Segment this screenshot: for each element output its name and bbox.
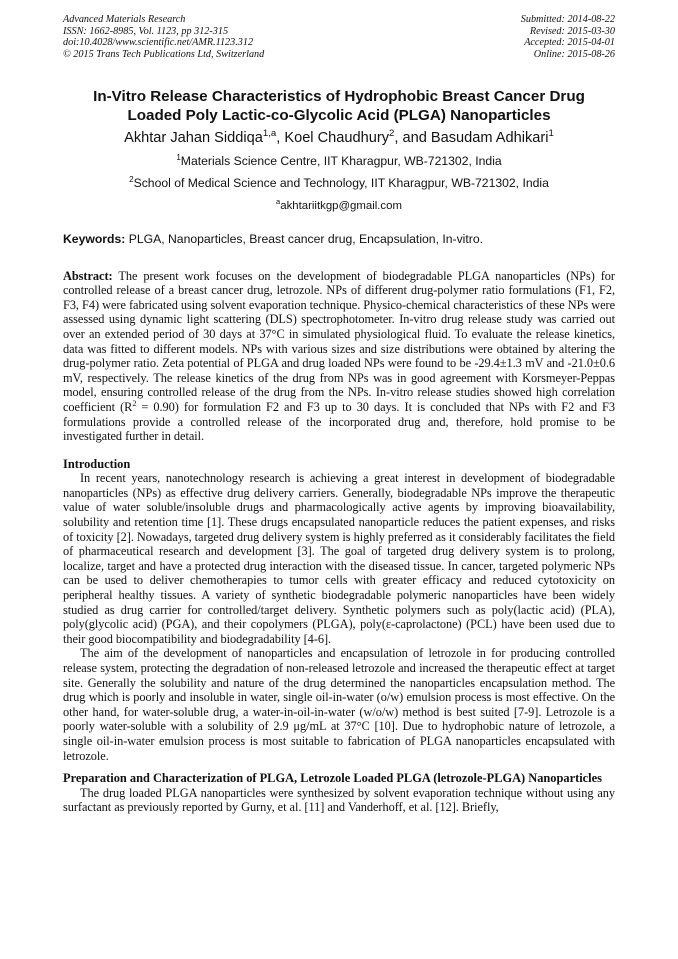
preparation-paragraph-1: The drug loaded PLGA nanoparticles were synthesized by solvent evaporation technique without using any surfactant as previously reported by Gurny, et al. [11] and Vanderhoff, et al. [12]. Briefly, (63, 785, 615, 815)
affiliation-1-text: Materials Science Centre, IIT Kharagpur, WB-721302, India (180, 153, 502, 168)
title-line-2: Loaded Poly Lactic-co-Glycolic Acid (PLGA) Nanoparticles (127, 106, 551, 124)
affiliation-2-text: School of Medical Science and Technology, IIT Kharagpur, WB-721302, India (133, 175, 549, 190)
author-2: Koel Chaudhury (284, 129, 390, 146)
title-line-1: In-Vitro Release Characteristics of Hydrophobic Breast Cancer Drug (93, 88, 585, 106)
author-1-affil: 1,a (262, 127, 277, 139)
abstract (63, 269, 615, 444)
abstract-text-1: The present work focuses on the development of biodegradable PLGA nanoparticles (NPs) for controlled release of a breast cancer drug, letrozole. NPs of different drug-polymer ratio formulations (F1, F2, F3, F4) were fabricated using solvent evaporation technique. Physico-chemical characteristics of these NPs were assessed using dynamic light scattering (DLS) spectrophotometer. In-vitro drug release study was carried out over an extended period of 30 days at 37°C in simulated physiological fluid. To evaluate the release kinetics, data was fitted to different models. NPs with various sizes and size distributions were obtained by altering the drug-polymer ratio. Zeta potential of PLGA and drug loaded NPs were found to be -29.4±1.3 mV and -21.0±0.6 mV, respectively. The release kinetics of the drug from NPs was in good agreement with Korsmeyer-Peppas model, ensuring controlled release of the drug from the NPs. In-vitro release studies showed high correlation coefficient (R (63, 268, 615, 414)
email-text: akhtariitkgp@gmail.com (280, 199, 402, 212)
author-3-affil: 1 (548, 127, 554, 139)
issn-line: ISSN: 1662-8985, Vol. 1123, pp 312-315 (63, 25, 229, 37)
doi-line: doi:10.4028/www.scientific.net/AMR.1123.312 (63, 37, 254, 49)
corresponding-email (63, 196, 615, 213)
abstract-label: Abstract: (63, 268, 113, 283)
publication-header (63, 14, 615, 60)
keywords-text: PLGA, Nanoparticles, Breast cancer drug, Encapsulation, In-vitro. (125, 231, 483, 246)
affiliation-1-marker: 1 (176, 152, 181, 162)
author-2-affil: 2 (389, 127, 395, 139)
affiliation-1 (63, 154, 615, 168)
preparation-heading: Preparation and Characterization of PLGA, Letrozole Loaded PLGA (letrozole-PLGA) Nanoparticles (63, 771, 602, 786)
author-list: Akhtar Jahan Siddiqa$^{1,a}$, Koel Chaudhury$^2$, and Basudam Adhikari$^1$ (124, 127, 554, 146)
journal-info (63, 14, 264, 60)
copyright-line: © 2015 Trans Tech Publications Ltd, Switzerland (63, 48, 265, 60)
abstract-text-2: = 0.90) for formulation F2 and F3 up to 30 days. It is concluded that NPs with F2 and F3 formulations provide a controlled release of the incorporated drug and, therefore, hold promise to be investigated further in detail. (63, 399, 615, 444)
affiliation-2-marker: 2 (129, 174, 134, 184)
online-date: Online: 2015-08-26 (533, 48, 615, 60)
paper-title (63, 88, 615, 125)
abstract-superscript: 2 (132, 398, 137, 408)
introduction-paragraph-1: In recent years, nanotechnology research is achieving a great interest in development of biodegradable nanoparticles (NPs) as effective drug delivery carriers. Generally, biodegradable NPs improve the therapeutic value of water soluble/insoluble drugs and pharmacologically active agents by improving bioavailability, solubility and retention time [1]. These drugs encapsulated nanoparticle reduces the patient expenses, and risks of toxicity [2]. Nowadays, targeted drug delivery system is highly preferred as it considerably facilitates the field of pharmaceutical research and development [3]. The goal of targeted drug delivery system is to prolong, localize, target and have a protected drug interaction with the diseased tissue. In cancer, targeted polymeric NPs can be used to deliver chemotherapies to tumor cells with greater efficacy and reduced cytotoxicity on peripheral healthy tissues. A variety of synthetic biodegradable polymeric nanoparticles have been widely studied as drug carrier for controlled/target delivery. Synthetic polymers such as poly(lactic acid) (PLA), poly(glycolic acid) (PGA), and their copolymers (PLGA), poly(ε-caprolactone) (PCL) have been used due to their good biocompatibility and biodegradability [4-6]. (63, 471, 615, 646)
accepted-date: Accepted: 2015-04-01 (524, 37, 615, 49)
dates-info (521, 14, 615, 60)
affiliation-2 (63, 176, 615, 190)
keywords (63, 232, 615, 246)
revised-date: Revised: 2015-03-30 (529, 25, 615, 37)
author-3: Basudam Adhikari (430, 129, 549, 146)
submitted-date: Submitted: 2014-08-22 (520, 14, 615, 25)
introduction-paragraph-2: The aim of the development of nanoparticles and encapsulation of letrozole in for producing controlled release system, protecting the degradation of non-released letrozole and increased the therapeutic effect at target site. Generally the solubility and nature of the drug determined the nanoparticles encapsulation method. The drug which is poorly and insoluble in water, single oil-in-water (o/w) emulsion process is most effective. On the other hand, for water-soluble drug, a water-in-oil-in-water (w/o/w) method is best suited [7-9]. Letrozole is a poorly water-soluble with a solubility of 2.9 μg/mL at 37°C [10]. Due to hydrophobic nature of letrozole, a single oil-in-water emulsion process is most suitable to fabrication of PLGA nanoparticles encapsulated with letrozole. (63, 646, 615, 763)
author-separator: , and (394, 129, 431, 146)
keywords-label: Keywords: (63, 231, 126, 246)
author-1: Akhtar Jahan Siddiqa (124, 129, 263, 146)
email-marker: a (276, 196, 281, 206)
journal-name: Advanced Materials Research (63, 14, 186, 25)
introduction-heading: Introduction (63, 456, 131, 471)
